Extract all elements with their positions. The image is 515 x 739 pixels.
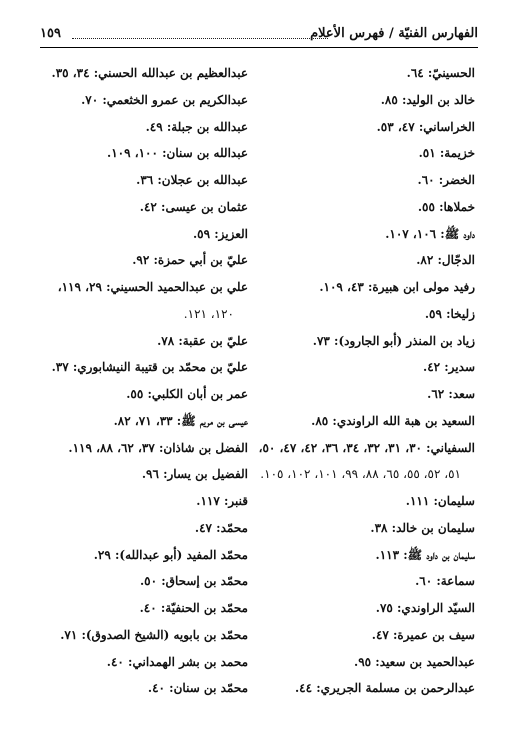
index-entry: الخضر: ٦٠.: [417, 173, 475, 187]
index-entry: الخراساني: ٤٧، ٥٣.: [376, 119, 475, 134]
index-entry: الحسينيّ: ٦٤.: [406, 66, 475, 80]
index-entry: الدجّال: ٨٢.: [416, 253, 475, 268]
index-entry: عبدالحميد بن سعيد: ٩٥.: [354, 654, 475, 669]
index-entry: عبدالله بن عجلان: ٣٦.: [136, 173, 248, 187]
index-entry: السعيد بن هبة الله الراوندي: ٨٥.: [311, 413, 475, 428]
index-entry: علي بن عبدالحميد الحسيني: ٢٩، ١١٩،: [57, 280, 248, 294]
index-entry: خالد بن الوليد: ٨٥.: [380, 92, 475, 107]
page-header: [40, 26, 478, 46]
index-entry: عبدالكريم بن عمرو الخثعمي: ٧٠.: [81, 92, 248, 107]
index-entry: الفضل بن شاذان: ٣٧، ٦٢، ٨٨، ١١٩.: [68, 440, 248, 455]
index-entry: محمّد بن الحنفيّة: ٤٠.: [139, 601, 248, 615]
index-entry: ٥١، ٥٢، ٥٥، ٦٥، ٨٨، ٩٩، ١٠١، ١٠٢، ١٠٥.: [260, 467, 461, 482]
index-entry: عيسى بن مريم ﷺ: ٣٣، ٧١، ٨٢.: [113, 413, 248, 428]
index-entry: سماعة: ٦٠.: [415, 574, 475, 589]
index-entry: السفياني: ٣٠، ٣١، ٣٢، ٣٤، ٣٦، ٤٢، ٤٧، ٥٠،: [258, 440, 475, 455]
index-entry: سدير: ٤٢.: [423, 360, 475, 375]
index-entry: السيّد الراوندي: ٧٥.: [375, 601, 475, 615]
index-entry: الفضيل بن يسار: ٩٦.: [141, 467, 248, 482]
header-rule: [40, 47, 478, 48]
index-entry: محمّد بن سنان: ٤٠.: [147, 681, 248, 696]
index-entry: محمّد بن بابويه (الشيخ الصدوق): ٧١.: [60, 627, 248, 642]
index-entry: عمر بن أبان الكلبي: ٥٥.: [126, 387, 248, 401]
index-entry: زياد بن المنذر (أبو الجارود): ٧٣.: [312, 333, 475, 348]
index-column-left: [26, 60, 248, 702]
running-title: الفهارس الفنيّة / فهرس الأعلام: [310, 26, 478, 41]
index-entry: خزيمة: ٥١.: [418, 146, 475, 161]
index-entry: عليّ بن أبي حمزة: ٩٢.: [132, 253, 248, 268]
index-entry: سليمان بن داود ﷺ: ١١٣.: [375, 547, 475, 562]
index-entry: محمّد المفيد (أبو عبدالله): ٢٩.: [93, 547, 248, 562]
index-entry: العزيز: ٥٩.: [192, 226, 248, 241]
index-entry: قنبر: ١١٧.: [196, 494, 248, 508]
index-entry: عبدالرحمن بن مسلمة الجريري: ٤٤.: [294, 681, 475, 696]
index-entry: زليخا: ٥٩.: [424, 306, 475, 321]
index-entry: عبدالله بن جبلة: ٤٩.: [145, 119, 248, 134]
index-entry: سليمان بن خالد: ٣٨.: [370, 520, 475, 535]
index-entry: عبدالعظيم بن عبدالله الحسني: ٣٤، ٣٥.: [51, 66, 248, 80]
index-entry: محمد بن بشر الهمداني: ٤٠.: [106, 654, 248, 669]
leader-dots: [72, 38, 328, 39]
index-entry: رفيد مولى ابن هبيرة: ٤٣، ١٠٩.: [319, 280, 475, 294]
index-entry: داود ﷺ: ١٠٦، ١٠٧.: [385, 226, 475, 241]
index-entry: محمّد بن إسحاق: ٥٠.: [139, 574, 248, 589]
index-entry: عبدالله بن سنان: ١٠٠، ١٠٩.: [107, 146, 248, 161]
index-entry: عليّ بن محمّد بن قتيبة النيشابوري: ٣٧.: [51, 360, 248, 375]
index-entry: سعد: ٦٢.: [427, 387, 475, 401]
index-entry: عثمان بن عيسى: ٤٢.: [139, 199, 248, 214]
index-entry: خملاها: ٥٥.: [417, 199, 475, 214]
index-entry: ١٢٠، ١٢١.: [183, 306, 234, 321]
index-entry: عليّ بن عقبة: ٧٨.: [157, 333, 248, 348]
index-entry: محمّد: ٤٧.: [194, 520, 248, 535]
index-entry: سليمان: ١١١.: [405, 494, 475, 508]
index-entry: سيف بن عميرة: ٤٧.: [371, 627, 475, 642]
index-column-right: [260, 60, 475, 702]
page-number: ١٥٩: [40, 26, 61, 41]
